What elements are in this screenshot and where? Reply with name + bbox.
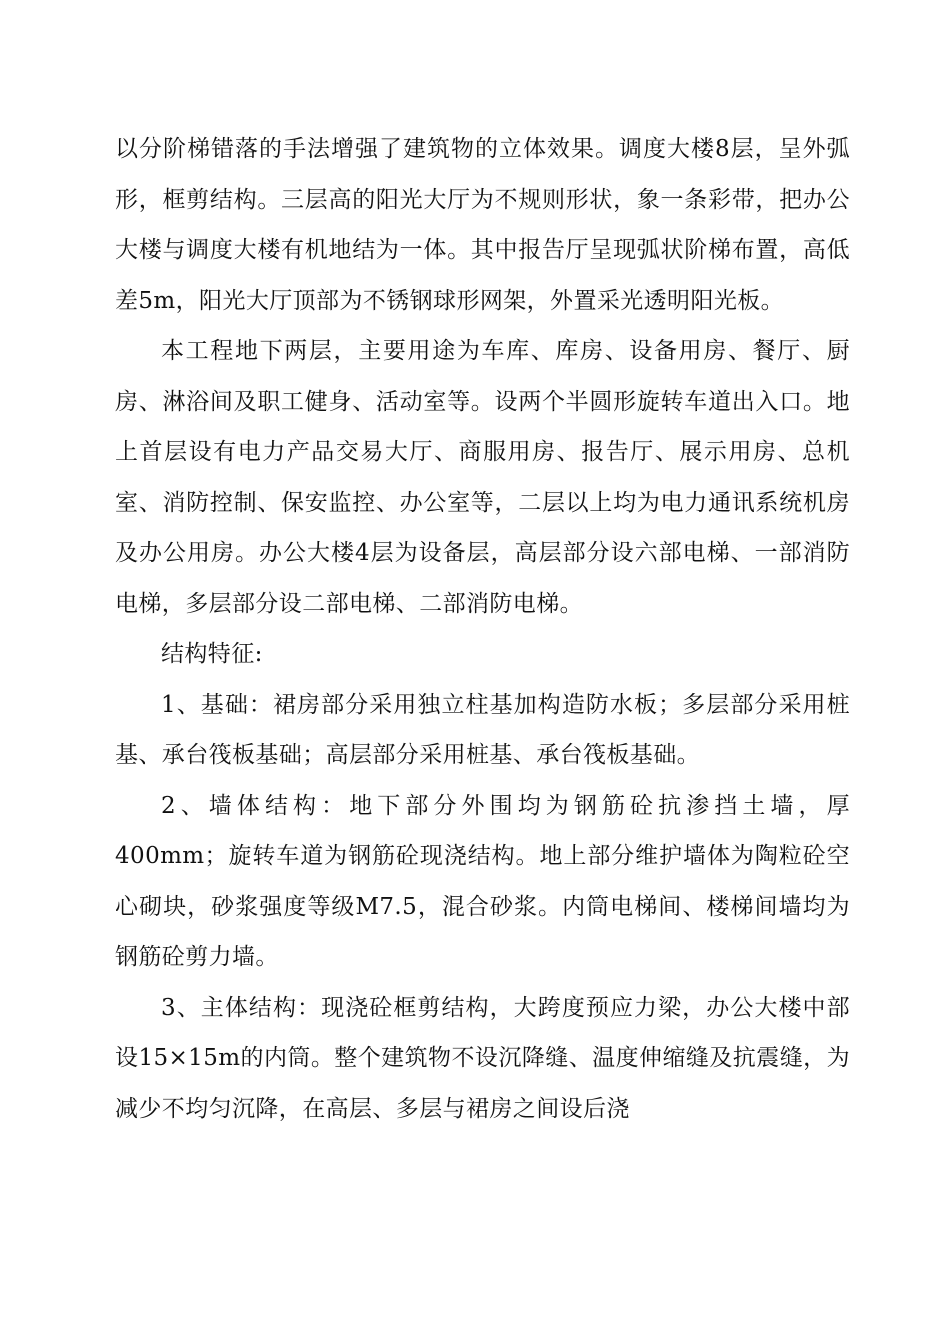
paragraph-building-usage: 本工程地下两层，主要用途为车库、库房、设备用房、餐厅、厨房、淋浴间及职工健身、活动室等。设两个半圆形旋转车道出入口。地上首层设有电力产品交易大厅、商服用房、报告厅、展示用房、总机室、消防控制、保安监控、办公室等，二层以上均为电力通讯系统机房及办公用房。办公大楼4层为设备层，高层部分设六部电梯、一部消防电梯，多层部分设二部电梯、二部消防电梯。 — [115, 338, 850, 617]
paragraph-building-form: 以分阶梯错落的手法增强了建筑物的立体效果。调度大楼8层，呈外弧形，框剪结构。三层高的阳光大厅为不规则形状，象一条彩带，把办公大楼与调度大楼有机地结为一体。其中报告厅呈现弧状阶梯布置，高低差5m，阳光大厅顶部为不锈钢球形网架，外置采光透明阳光板。 — [115, 136, 850, 314]
paragraph-wall-structure: 2、墙体结构：地下部分外围均为钢筋砼抗渗挡土墙，厚400mm；旋转车道为钢筋砼现浇结构。地上部分维护墙体为陶粒砼空心砌块，砂浆强度等级M7.5，混合砂浆。内筒电梯间、楼梯间墙均为钢筋砼剪力墙。 — [115, 792, 850, 970]
paragraph-main-structure: 3、主体结构：现浇砼框剪结构，大跨度预应力梁，办公大楼中部设15×15m的内筒。整个建筑物不设沉降缝、温度伸缩缝及抗震缝，为减少不均匀沉降，在高层、多层与裙房之间设后浇 — [115, 994, 850, 1122]
paragraph-structure-heading: 结构特征: — [161, 641, 263, 667]
paragraph-foundation: 1、基础：裙房部分采用独立柱基加构造防水板；多层部分采用桩基、承台筏板基础；高层部分采用桩基、承台筏板基础。 — [115, 691, 850, 768]
document-body — [115, 124, 850, 1134]
